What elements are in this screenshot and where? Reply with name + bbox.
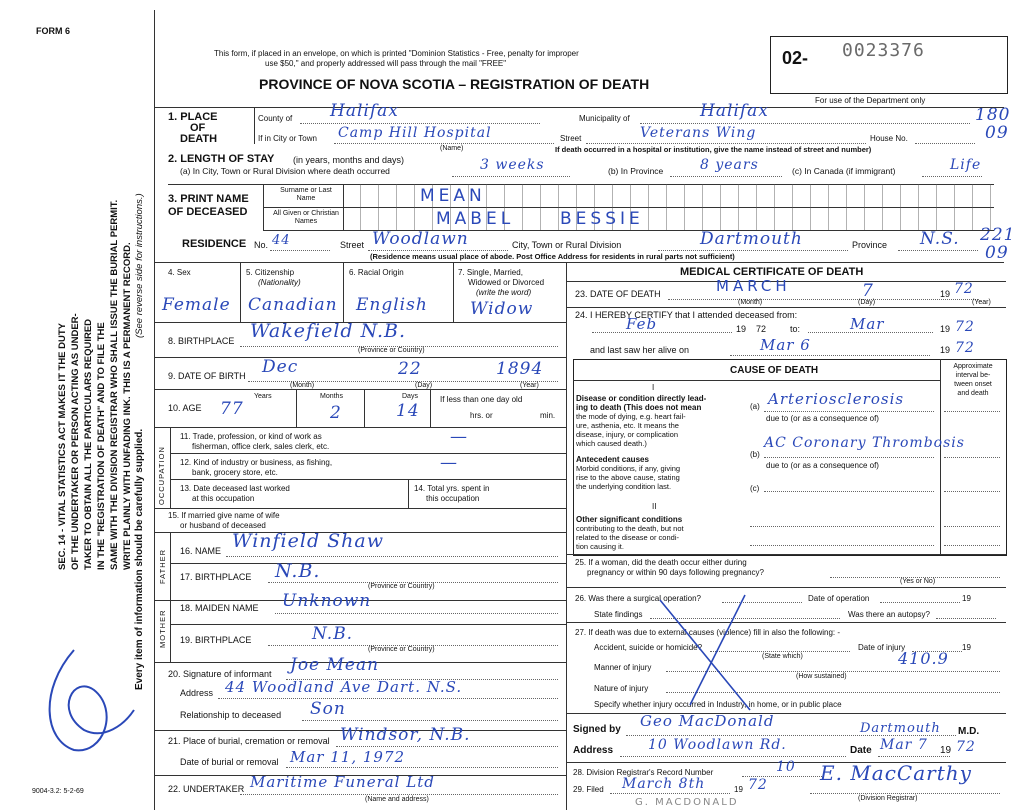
racial-origin-label: 6. Racial Origin — [349, 268, 404, 277]
informant-signature: Joe Mean — [290, 655, 380, 675]
residence-label: RESIDENCE — [182, 238, 247, 250]
form-code: 9004-3.2: 5-2-69 — [32, 788, 84, 795]
sex-label: 4. Sex — [168, 268, 191, 277]
last-saw-value: Mar 6 — [760, 336, 811, 354]
department-code-3: 221 — [980, 225, 1016, 245]
q27-date-label: Date of injury — [858, 643, 906, 652]
age-months-cap: Months — [320, 393, 343, 400]
informant-label: 20. Signature of informant — [168, 669, 272, 679]
residence-street: Woodlawn — [372, 229, 469, 249]
father-name: Winfield Shaw — [232, 530, 384, 552]
burial-place: Windsor, N.B. — [340, 725, 471, 745]
q27-year: 19 — [962, 643, 971, 652]
father-bp: N.B. — [275, 560, 321, 582]
residence-city-label: City, Town or Rural Division — [512, 240, 622, 250]
registrar-number-label: 28. Division Registrar's Record Number — [573, 768, 714, 777]
birthplace-label: 8. BIRTHPLACE — [168, 336, 235, 346]
city-value: Camp Hill Hospital — [338, 125, 492, 141]
registration-prefix: 02- — [782, 48, 809, 68]
age-years: 77 — [220, 399, 244, 419]
date-label: Date — [850, 745, 872, 756]
mother-bp-caption: (Province or Country) — [368, 646, 435, 653]
supply-note: Every item of information should be carefully supplied. — [134, 428, 145, 690]
q25-label: 25. If a woman, did the death occur either during pregnancy or within 90 days following pregnancy? — [575, 558, 764, 577]
deceased-label: 3. PRINT NAME OF DECEASED — [168, 193, 249, 218]
mail-notice-2: use $50," and properly addressed will pass through the mail "FREE" — [265, 59, 507, 68]
form-label: FORM 6 — [36, 26, 71, 36]
roman-ii: II — [652, 502, 657, 511]
undertaker-caption: (Name and address) — [365, 796, 429, 803]
residence-street-label: Street — [340, 240, 365, 250]
date-year: 72 — [956, 739, 976, 755]
dob-year-cap: (Year) — [520, 382, 539, 389]
registrar-caption: (Division Registrar) — [858, 795, 918, 802]
hospital-note: If death occurred in a hospital or institution, give the name instead of street and number) — [555, 145, 872, 154]
other-conditions-label: Other significant conditions contributing to the death, but not related to the disease or condi- tion causing it. — [576, 515, 684, 551]
attended-label: 24. I HEREBY CERTIFY that I attended deceased from: — [575, 310, 798, 320]
attended-to: Mar — [850, 315, 885, 333]
attended-from-yr2: 72 — [756, 324, 767, 334]
residence-city: Dartmouth — [700, 229, 803, 249]
age-days: 14 — [396, 401, 420, 421]
city-label: If in City or Town — [258, 134, 317, 143]
mother-bp: N.B. — [312, 624, 354, 644]
relationship-value: Son — [310, 699, 346, 719]
less-than-day-label: If less than one day old — [440, 395, 523, 404]
burial-date: Mar 11, 1972 — [290, 748, 406, 766]
registration-number: 0023376 — [842, 40, 925, 61]
occupation-11: 11. Trade, profession, or kind of work as fisherman, office clerk, sales clerk, etc. — [180, 432, 330, 451]
date-value: Mar 7 — [880, 737, 928, 753]
stay-b-value: 8 years — [700, 157, 759, 173]
age-days-cap: Days — [402, 393, 418, 400]
municipality-value: Halifax — [700, 101, 769, 121]
cause-a-value: Arteriosclerosis — [768, 390, 905, 408]
residence-prov: N.S. — [920, 229, 960, 249]
stay-label: 2. LENGTH OF STAY — [168, 153, 275, 165]
county-label: County of — [258, 114, 293, 123]
street-value: Veterans Wing — [640, 125, 757, 141]
q27-sustained-caption: (How sustained) — [796, 673, 847, 680]
last-saw-yr2: 72 — [955, 340, 975, 356]
age-years-cap: Years — [254, 393, 272, 400]
racial-origin-value: English — [356, 295, 428, 315]
death-month-cap: (Month) — [738, 299, 763, 306]
direct-cause-label: Disease or condition directly lead- ing to death (This does not mean the mode of dying, e.g. heart fail- ure, asthenia, etc. It means the disease, injury, or complication which caused death.) — [576, 394, 707, 448]
filed-year: 72 — [748, 777, 768, 793]
filed-date: March 8th — [622, 776, 706, 792]
death-year-cap: (Year) — [972, 299, 991, 306]
mother-side-label: MOTHER — [158, 609, 167, 648]
occupation-13: 13. Date deceased last worked at this occupation — [180, 484, 290, 503]
occupation-12-dash: — — [440, 453, 458, 473]
name-caption: (Name) — [440, 145, 464, 152]
mail-notice-1: This form, if placed in an envelope, on which is printed "Dominion Statistics - Free, penalty for improper — [214, 49, 579, 58]
antecedent-label: Antecedent causes Morbid conditions, if any, giving rise to the above cause, stating the underlying condition last. — [576, 455, 681, 491]
marital-label: 7. Single, Married, Widowed or Divorced (write the word) — [458, 268, 545, 297]
occupation-11-dash: — — [450, 427, 468, 447]
stay-c-label: (c) In Canada (if immigrant) — [792, 166, 896, 176]
attended-to-yr: 19 — [940, 324, 951, 334]
signed-by-label: Signed by — [573, 724, 621, 735]
department-code-2: 09 — [985, 123, 1009, 143]
occupation-12: 12. Kind of industry or business, as fishing, bank, grocery store, etc. — [180, 458, 333, 477]
dob-month: Dec — [262, 357, 299, 377]
father-bp-caption: (Province or Country) — [368, 583, 435, 590]
mother-maiden-label: 18. MAIDEN NAME — [180, 603, 259, 613]
q26-date-label: Date of operation — [808, 594, 870, 603]
cause-c-label: (c) — [750, 484, 760, 493]
department-code-1: 180 — [975, 105, 1011, 125]
residence-prov-label: Province — [852, 240, 888, 250]
age-label: 10. AGE — [168, 403, 202, 413]
due-to-1: due to (or as a consequence of) — [766, 414, 879, 423]
header-divider — [154, 107, 1004, 108]
q26-findings-label: State findings — [594, 610, 643, 619]
q26-label: 26. Was there a surgical operation? — [575, 594, 701, 603]
side-signature-mark — [34, 630, 154, 760]
last-saw-label: and last saw her alive on — [590, 345, 690, 355]
reverse-side-note: (See reverse side for instructions.) — [134, 193, 145, 338]
mother-bp-label: 19. BIRTHPLACE — [180, 635, 252, 645]
age-months: 2 — [330, 403, 342, 423]
death-day-cap: (Day) — [858, 299, 876, 306]
birthplace-caption: (Province or Country) — [358, 347, 425, 354]
filed-year-prefix: 19 — [734, 785, 743, 794]
address-value: 10 Woodlawn Rd. — [648, 737, 787, 753]
q27-specify-label: Specify whether injury occurred in Industry, in home, or in public place — [594, 700, 842, 709]
stay-a-value: 3 weeks — [480, 157, 545, 173]
relationship-label: Relationship to deceased — [180, 710, 282, 720]
undertaker-label: 22. UNDERTAKER — [168, 784, 245, 794]
hrs-label: hrs. or — [470, 411, 493, 420]
q27-code: 410.9 — [898, 649, 949, 668]
death-year: 72 — [954, 281, 974, 297]
birthplace-value: Wakefield N.B. — [250, 320, 407, 342]
county-value: Halifax — [330, 101, 399, 121]
cause-a-label: (a) — [750, 402, 760, 411]
registrar-stamp: G. MACDONALD — [635, 797, 739, 808]
residence-no: 44 — [272, 233, 291, 248]
attended-from: Feb — [626, 315, 658, 333]
informant-address-label: Address — [180, 688, 214, 698]
left-border — [154, 10, 155, 810]
q27-accident-label: Accident, suicide or homicide? — [594, 643, 703, 652]
q27-nature-label: Nature of injury — [594, 684, 649, 693]
occupation-14: 14. Total yrs. spent in this occupation — [414, 484, 490, 503]
medical-heading: MEDICAL CERTIFICATE OF DEATH — [680, 266, 864, 278]
dob-year: 1894 — [496, 359, 544, 379]
residence-note: (Residence means usual place of abode. Post Office Address for residents in rural parts not sufficient) — [370, 252, 735, 261]
cause-heading: CAUSE OF DEATH — [730, 365, 819, 376]
date-year-prefix: 19 — [940, 745, 952, 756]
dob-day: 22 — [398, 359, 422, 379]
death-day: 7 — [862, 281, 874, 301]
cause-b-value: AC Coronary Thrombosis — [764, 435, 965, 451]
statute-text: SEC. 14 - VITAL STATISTICS ACT MAKES IT THE DUTY OF THE UNDERTAKER OR PERSON ACTING AS UNDER- TAKER TO OBTAIN ALL THE PARTICULARS REQUIRED IN THE "REGISTRATION OF DEATH" AND TO FILE THE SAME WITH THE DIVISION REGISTRAR WHO SHALL ISSUE THE BURIAL PERMIT. WRITE PLAINLY WITH UNFADING INK. THIS IS A PERMANENT RECORD. — [57, 199, 133, 570]
date-of-death-label: 23. DATE OF DEATH — [575, 289, 661, 299]
registrar-signature: E. MacCarthy — [820, 761, 972, 785]
stay-hint: (in years, months and days) — [293, 155, 405, 165]
father-side-label: FATHER — [158, 548, 167, 584]
sex-value: Female — [162, 295, 231, 315]
dob-label: 9. DATE OF BIRTH — [168, 371, 246, 381]
death-year-prefix: 19 — [940, 289, 951, 299]
given-names-label: All Given or Christian Names — [273, 210, 339, 225]
municipality-label: Municipality of — [579, 114, 630, 123]
attended-from-yr: 19 — [736, 324, 747, 334]
street-label: Street — [560, 134, 582, 143]
q26-autopsy-label: Was there an autopsy? — [848, 610, 930, 619]
department-code-4: 09 — [985, 243, 1009, 263]
strike-through-mark — [650, 585, 760, 715]
q27-manner-label: Manner of injury — [594, 663, 652, 672]
column-divider — [566, 262, 567, 810]
burial-date-label: Date of burial or removal — [180, 757, 279, 767]
approx-interval-label: Approximate interval be- tween onset and death — [953, 363, 993, 397]
to-label: to: — [790, 324, 801, 334]
informant-address: 44 Woodland Ave Dart. N.S. — [225, 678, 463, 696]
house-label: House No. — [870, 134, 908, 143]
form-title: PROVINCE OF NOVA SCOTIA – REGISTRATION OF DEATH — [259, 76, 650, 92]
filed-label: 29. Filed — [573, 785, 604, 794]
undertaker-value: Maritime Funeral Ltd — [250, 773, 435, 791]
attended-to-yr2: 72 — [955, 319, 975, 335]
stay-c-value: Life — [950, 157, 982, 173]
registrar-number: 10 — [776, 759, 796, 775]
q25-caption: (Yes or No) — [900, 578, 936, 585]
marital-value: Widow — [470, 299, 534, 319]
due-to-2: due to (or as a consequence of) — [766, 461, 879, 470]
mother-maiden: Unknown — [282, 591, 372, 611]
dob-month-cap: (Month) — [290, 382, 315, 389]
dob-day-cap: (Day) — [415, 382, 433, 389]
min-label: min. — [540, 411, 556, 420]
stay-b-label: (b) In Province — [608, 166, 664, 176]
given-name-1: MABEL — [436, 209, 515, 229]
stay-a-label: (a) In City, Town or Rural Division where death occurred — [180, 166, 390, 176]
death-month: MARCH — [716, 277, 791, 295]
given-name-2: BESSIE — [560, 209, 644, 229]
surname-label: Surname or Last Name — [280, 187, 332, 202]
occupation-side-label: OCCUPATION — [157, 446, 166, 505]
md-label: M.D. — [958, 726, 980, 737]
father-bp-label: 17. BIRTHPLACE — [180, 572, 252, 582]
last-saw-yr: 19 — [940, 345, 951, 355]
burial-label: 21. Place of burial, cremation or removal — [168, 736, 330, 746]
citizenship-value: Canadian — [248, 295, 338, 315]
signed-town: Dartmouth — [860, 721, 941, 736]
residence-no-label: No. — [254, 240, 269, 250]
department-use-label: For use of the Department only — [815, 96, 926, 105]
roman-i: I — [652, 383, 655, 392]
citizenship-label: 5. Citizenship (Nationality) — [246, 268, 301, 287]
surname-value: MEAN — [420, 186, 486, 206]
place-label: 1. PLACE OF DEATH — [168, 111, 218, 145]
q27-state-caption: (State which) — [762, 653, 803, 660]
cause-b-label: (b) — [750, 450, 760, 459]
address-label: Address — [573, 745, 614, 756]
q27-label: 27. If death was due to external causes (violence) fill in also the following: - — [575, 628, 841, 637]
q26-year: 19 — [962, 594, 971, 603]
spouse-label: 15. If married give name of wife or husband of deceased — [168, 511, 280, 530]
father-name-label: 16. NAME — [180, 546, 222, 556]
signed-by-value: Geo MacDonald — [640, 712, 775, 730]
